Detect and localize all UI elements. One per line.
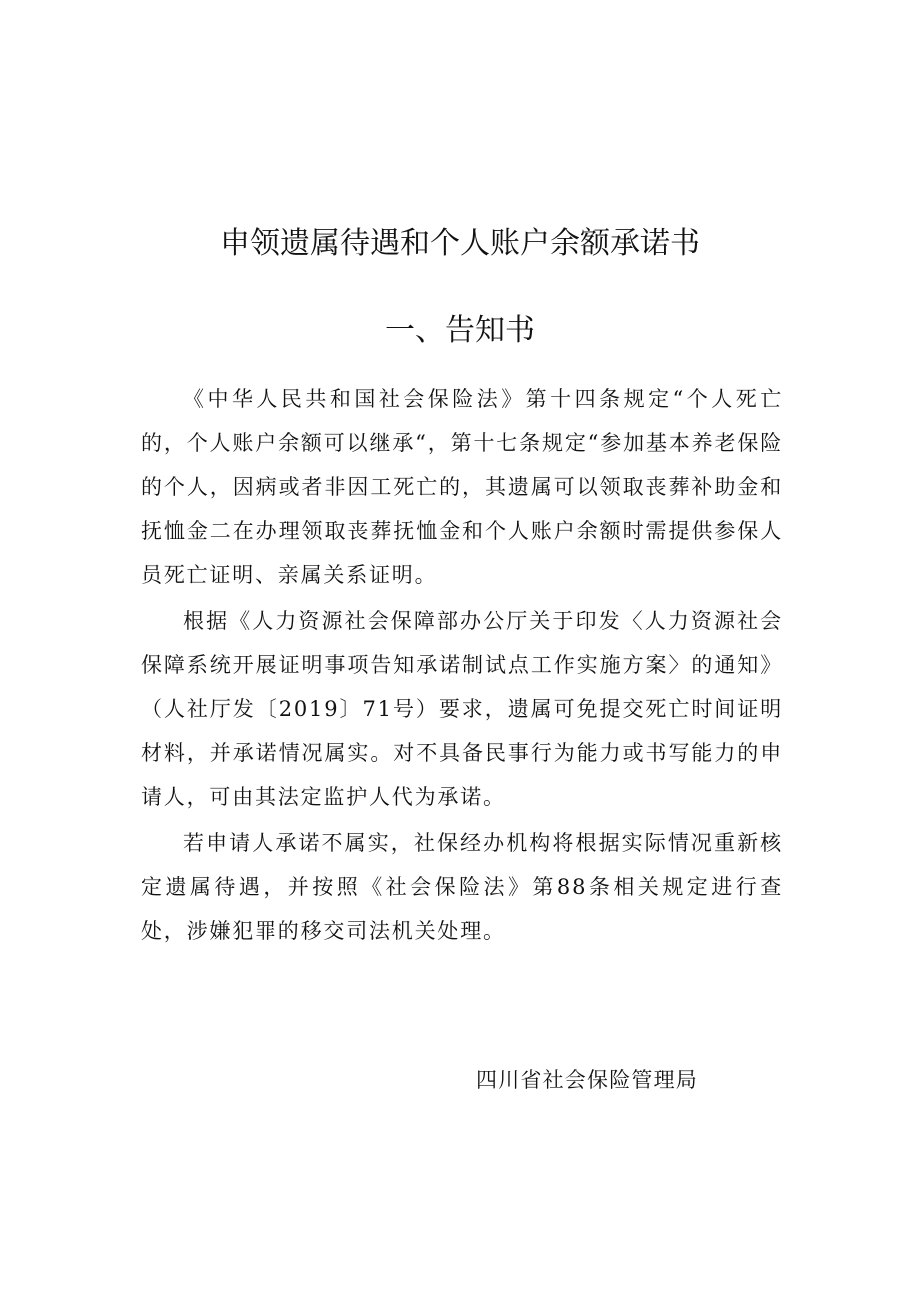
paragraph-2: 根据《人力资源社会保障部办公厅关于印发〈人力资源社会保障系统开展证明事项告知承诺制试点工作实施方案〉的通知》（人社厅发〔2019〕71号）要求，遗属可免提交死亡时间证明材料，并承诺情况属实。对不具备民事行为能力或书写能力的申请人，可由其法定监护人代为承诺。: [141, 609, 783, 809]
notice-body: [141, 377, 783, 953]
paragraph-3: 若申请人承诺不属实，社保经办机构将根据实际情况重新核定遗属待遇，并按照《社会保险法》第88条相关规定进行查处，涉嫌犯罪的移交司法机关处理。: [141, 831, 783, 943]
document-title: 申领遗属待遇和个人账户余额承诺书: [220, 226, 700, 261]
section-heading: 一、告知书: [385, 313, 535, 348]
issuer-signature: 四川省社会保险管理局: [476, 1068, 698, 1092]
paragraph-1: 《中华人民共和国社会保险法》第十四条规定“个人死亡的，个人账户余额可以继承“，第十七条规定“参加基本养老保险的个人，因病或者非因工死亡的，其遗属可以领取丧葬补助金和抚恤金二在办理领取丧葬抚恤金和个人账户余额时需提供参保人员死亡证明、亲属关系证明。: [141, 387, 783, 587]
